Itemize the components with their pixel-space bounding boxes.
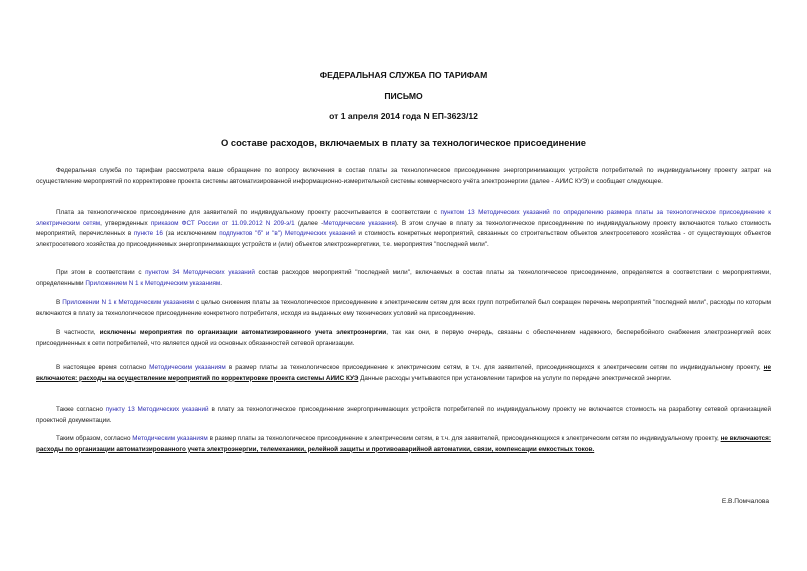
paragraph-2-text-1: Плата за технологическое присоединение для заявителей по индивидуальному проекту рассчитывается в соответствии с — [56, 209, 441, 216]
paragraph-4 — [36, 298, 771, 319]
document-date-number: от 1 апреля 2014 года N ЕП-3623/12 — [329, 111, 478, 121]
agency-heading: ФЕДЕРАЛЬНАЯ СЛУЖБА ПО ТАРИФАМ — [319, 70, 488, 80]
paragraph-7-text-2: в плату за технологическое присоединение энергопринимающих устройств потребителей по индивидуальному проекту не включается стоимость на разработку сетевой организацией проектной документации. — [36, 406, 771, 424]
paragraph-8 — [36, 434, 771, 455]
link-item-13[interactable]: пункту 13 Методических указаний — [105, 406, 209, 413]
paragraph-8-text-2: в размер платы за технологическое присоединение к электрическим сетям, в т.ч. для заявителей, присоединяющихся к электрическим сетям по индивидуальному проекту, — [207, 435, 721, 442]
link-fst-order[interactable]: приказом ФСТ России от 11.09.2012 N 209-э/1 — [150, 219, 295, 227]
link-item-13-methodology[interactable]: пунктом 13 Методических указаний по определению размера платы за технологическое присоединение к электрическим сетям — [36, 209, 772, 227]
paragraph-5-bold: исключены мероприятия по организации автоматизированного учета электроэнергии — [99, 329, 387, 336]
paragraph-2-text-5: (за исключением — [162, 230, 220, 238]
paragraph-6-bold-underlined: не включаются: расходы на осуществление мероприятий по корректировке проекта системы АИИС КУЭ — [36, 364, 771, 382]
paragraph-2 — [36, 208, 771, 250]
document-title: О составе расходов, включаемых в плату за технологическое присоединение — [220, 137, 586, 148]
paragraph-7 — [36, 405, 771, 426]
paragraph-6-text-2: в размер платы за технологическое присоединение к электрическим сетям, в т.ч. для заявителей, присоединяющихся к электрическим сетям по индивидуальному проекту, — [225, 364, 764, 371]
paragraph-3 — [36, 268, 771, 289]
link-subitems-b-v[interactable]: подпунктов "б" и "в") Методических указаний — [219, 230, 356, 238]
paragraph-1 — [36, 166, 771, 187]
link-methodology-guidelines-2[interactable]: Методическим указаниям — [149, 364, 226, 371]
paragraph-8-bold-underlined: не включаются: расходы по организации автоматизированного учета электроэнергии, телемеханики, релейной защиты и противоаварийной автоматики, связи, компенсации емкостных токов. — [36, 435, 771, 453]
link-item-34[interactable]: пунктом 34 Методических указаний — [145, 269, 255, 276]
paragraph-3-text-3: . — [220, 279, 223, 287]
paragraph-3-text-1: При этом в соответствии с — [56, 269, 146, 276]
paragraph-5-text-1: В частности, — [56, 329, 100, 336]
paragraph-8-text-1: Таким образом, согласно — [56, 435, 133, 442]
link-appendix-1[interactable]: Приложением N 1 к Методическим указаниям — [85, 279, 221, 287]
paragraph-2-text-2: , утвержденных — [100, 219, 151, 227]
paragraph-6-text-3: Данные расходы учитываются при установлении тарифов на услуги по передаче электрической энергии. — [358, 374, 672, 382]
paragraph-5-text-2: , так как они, в первую очередь, связаны с обеспечением надежного, бесперебойного снабжения электроэнергией всех присоединенных к сети потребителей, что является одной из основных обязанностей сетевой организации. — [36, 329, 771, 347]
document-type-heading: ПИСЬМО — [384, 91, 423, 101]
paragraph-7-text-1: Также согласно — [56, 406, 106, 413]
paragraph-2-text-4: ). В этом случае в плату за технологическое присоединение по индивидуальному проекту включаются только стоимость мероприятий, перечисленных в — [36, 219, 771, 238]
link-appendix-1-methodology[interactable]: Приложении N 1 к Методическим указаниям — [62, 299, 195, 306]
paragraph-3-text-2: состав расходов мероприятий "последней мили", включаемых в состав платы за технологическое присоединение, определяется в соответствии с мероприятиями, определенными — [36, 269, 771, 287]
paragraph-6-text-1: В настоящее время согласно — [56, 364, 150, 371]
paragraph-5 — [36, 328, 771, 349]
link-methodology-guidelines[interactable]: Методические указания — [323, 219, 395, 227]
paragraph-4-text-2: с целью снижения платы за технологическое присоединение к электрическим сетям для всех групп потребителей был сокращен перечень мероприятий "последней мили", расходы по которым включаются в плату за технологическое присоединение конкретного потребителя, исходя из выданных ему технических условий на присоединение. — [36, 299, 771, 317]
paragraph-1-text: Федеральная служба по тарифам рассмотрела ваше обращение по вопросу включения в состав платы за технологическое присоединение энергопринимающих устройств потребителей по индивидуальному проекту затрат на осуществление мероприятий по корректировке проекта системы автоматизированной информационно-измерительной системы коммерческого учёта электроэнергии (далее - АИИС КУЭ) и сообщает следующее. — [36, 167, 771, 185]
paragraph-4-text-1: В — [56, 299, 63, 306]
link-methodology-guidelines-3[interactable]: Методическим указаниям — [132, 435, 208, 442]
link-item-16[interactable]: пункте 16 — [133, 230, 163, 238]
paragraph-2-text-3: (далее - — [294, 219, 324, 227]
paragraph-6 — [36, 363, 771, 384]
signature: Е.В.Помчалова — [721, 498, 769, 505]
paragraph-2-text-6: и стоимость конкретных мероприятий, связанных со строительством объектов электросетевого хозяйства - от существующих объектов электросетевого хозяйства до присоединяемых энергопринимающих устройств и (или) объектов электроэнергетики, т.е. мероприятия "последней мили". — [36, 230, 771, 248]
